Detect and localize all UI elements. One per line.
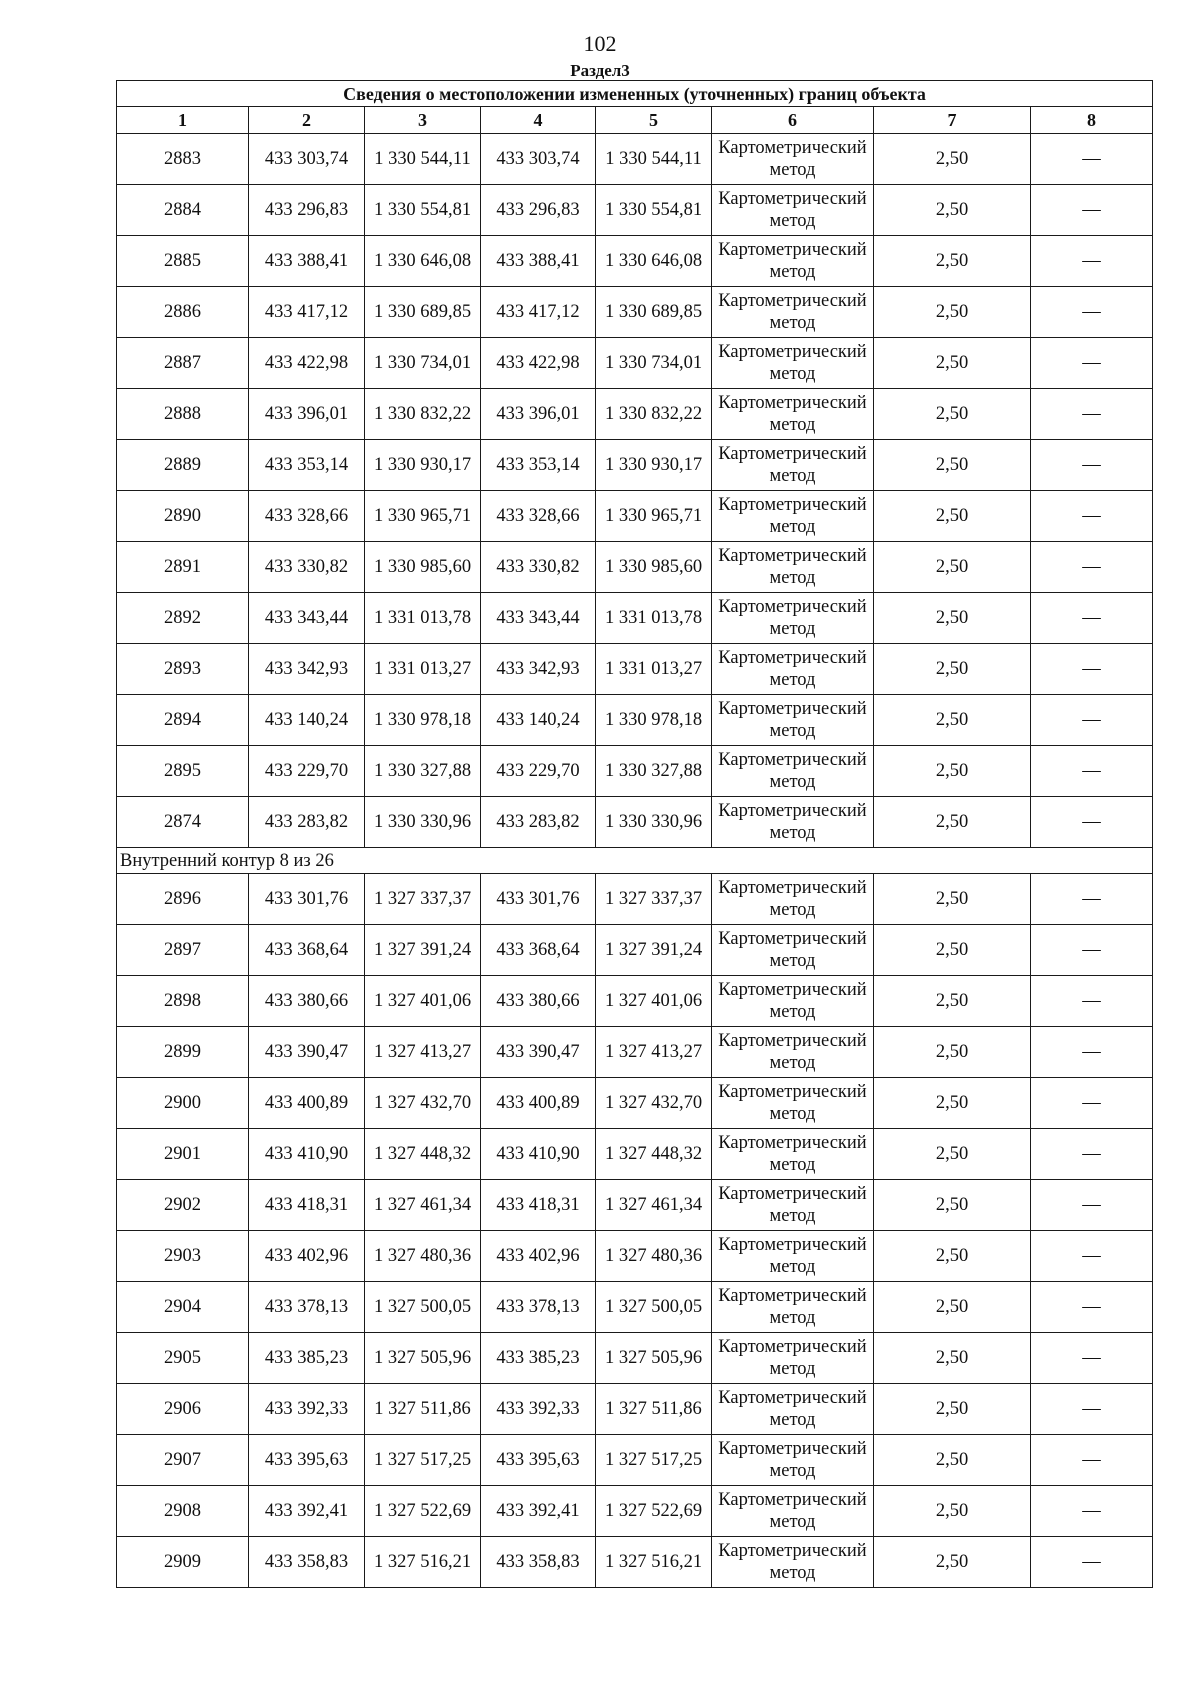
method-cell: Картометрический метод (712, 287, 874, 338)
x-coordinate-cell: 433 303,74 (481, 134, 596, 185)
y-coordinate-cell: 1 327 517,25 (365, 1435, 481, 1486)
x-coordinate-cell: 433 392,41 (249, 1486, 365, 1537)
accuracy-cell: 2,50 (874, 593, 1031, 644)
y-coordinate-cell: 1 327 516,21 (596, 1537, 712, 1588)
column-header: 1 (117, 107, 249, 134)
description-cell: — (1031, 746, 1153, 797)
accuracy-cell: 2,50 (874, 287, 1031, 338)
x-coordinate-cell: 433 417,12 (481, 287, 596, 338)
description-cell: — (1031, 925, 1153, 976)
description-cell: — (1031, 797, 1153, 848)
point-number-cell: 2874 (117, 797, 249, 848)
accuracy-cell: 2,50 (874, 874, 1031, 925)
y-coordinate-cell: 1 327 461,34 (596, 1180, 712, 1231)
table-row (117, 644, 1153, 695)
x-coordinate-cell: 433 402,96 (481, 1231, 596, 1282)
method-cell: Картометрический метод (712, 746, 874, 797)
description-cell: — (1031, 1384, 1153, 1435)
method-cell: Картометрический метод (712, 1180, 874, 1231)
table-row (117, 1231, 1153, 1282)
x-coordinate-cell: 433 388,41 (481, 236, 596, 287)
accuracy-cell: 2,50 (874, 1435, 1031, 1486)
table-row (117, 185, 1153, 236)
y-coordinate-cell: 1 330 554,81 (596, 185, 712, 236)
accuracy-cell: 2,50 (874, 185, 1031, 236)
accuracy-cell: 2,50 (874, 797, 1031, 848)
table-row (117, 874, 1153, 925)
method-cell: Картометрический метод (712, 593, 874, 644)
accuracy-cell: 2,50 (874, 236, 1031, 287)
description-cell: — (1031, 695, 1153, 746)
y-coordinate-cell: 1 327 516,21 (365, 1537, 481, 1588)
point-number-cell: 2884 (117, 185, 249, 236)
method-cell: Картометрический метод (712, 440, 874, 491)
method-cell: Картометрический метод (712, 1282, 874, 1333)
y-coordinate-cell: 1 327 432,70 (596, 1078, 712, 1129)
table-row (117, 236, 1153, 287)
point-number-cell: 2888 (117, 389, 249, 440)
point-number-cell: 2896 (117, 874, 249, 925)
point-number-cell: 2902 (117, 1180, 249, 1231)
point-number-cell: 2889 (117, 440, 249, 491)
description-cell: — (1031, 236, 1153, 287)
point-number-cell: 2909 (117, 1537, 249, 1588)
y-coordinate-cell: 1 330 327,88 (596, 746, 712, 797)
y-coordinate-cell: 1 330 646,08 (596, 236, 712, 287)
description-cell: — (1031, 1231, 1153, 1282)
accuracy-cell: 2,50 (874, 644, 1031, 695)
y-coordinate-cell: 1 330 689,85 (365, 287, 481, 338)
x-coordinate-cell: 433 390,47 (249, 1027, 365, 1078)
description-cell: — (1031, 874, 1153, 925)
y-coordinate-cell: 1 330 734,01 (596, 338, 712, 389)
method-cell: Картометрический метод (712, 1435, 874, 1486)
x-coordinate-cell: 433 396,01 (481, 389, 596, 440)
y-coordinate-cell: 1 330 930,17 (596, 440, 712, 491)
table-row (117, 338, 1153, 389)
y-coordinate-cell: 1 330 330,96 (596, 797, 712, 848)
method-cell: Картометрический метод (712, 976, 874, 1027)
table-row (117, 440, 1153, 491)
y-coordinate-cell: 1 327 480,36 (596, 1231, 712, 1282)
point-number-cell: 2892 (117, 593, 249, 644)
contour-label-row (117, 848, 1153, 874)
y-coordinate-cell: 1 331 013,78 (596, 593, 712, 644)
accuracy-cell: 2,50 (874, 542, 1031, 593)
y-coordinate-cell: 1 331 013,27 (365, 644, 481, 695)
accuracy-cell: 2,50 (874, 1384, 1031, 1435)
table-row (117, 1078, 1153, 1129)
accuracy-cell: 2,50 (874, 1027, 1031, 1078)
point-number-cell: 2903 (117, 1231, 249, 1282)
y-coordinate-cell: 1 330 965,71 (596, 491, 712, 542)
point-number-cell: 2886 (117, 287, 249, 338)
x-coordinate-cell: 433 390,47 (481, 1027, 596, 1078)
description-cell: — (1031, 134, 1153, 185)
column-header-row (117, 107, 1153, 134)
column-header: 2 (249, 107, 365, 134)
column-header: 6 (712, 107, 874, 134)
x-coordinate-cell: 433 410,90 (249, 1129, 365, 1180)
coordinates-table (116, 80, 1153, 1588)
y-coordinate-cell: 1 327 480,36 (365, 1231, 481, 1282)
y-coordinate-cell: 1 330 832,22 (596, 389, 712, 440)
description-cell: — (1031, 593, 1153, 644)
accuracy-cell: 2,50 (874, 1231, 1031, 1282)
point-number-cell: 2887 (117, 338, 249, 389)
method-cell: Картометрический метод (712, 1027, 874, 1078)
point-number-cell: 2901 (117, 1129, 249, 1180)
method-cell: Картометрический метод (712, 874, 874, 925)
column-header: 4 (481, 107, 596, 134)
x-coordinate-cell: 433 400,89 (481, 1078, 596, 1129)
table-row (117, 542, 1153, 593)
description-cell: — (1031, 389, 1153, 440)
method-cell: Картометрический метод (712, 1129, 874, 1180)
y-coordinate-cell: 1 330 930,17 (365, 440, 481, 491)
point-number-cell: 2897 (117, 925, 249, 976)
y-coordinate-cell: 1 327 505,96 (596, 1333, 712, 1384)
table-row (117, 1435, 1153, 1486)
table-row (117, 1180, 1153, 1231)
table-title: Сведения о местоположении измененных (уточненных) границ объекта (117, 81, 1153, 107)
contour-label: Внутренний контур 8 из 26 (117, 848, 1153, 874)
table-row (117, 976, 1153, 1027)
column-header: 7 (874, 107, 1031, 134)
section-label: Раздел3 (570, 61, 630, 80)
point-number-cell: 2905 (117, 1333, 249, 1384)
y-coordinate-cell: 1 330 978,18 (365, 695, 481, 746)
point-number-cell: 2883 (117, 134, 249, 185)
x-coordinate-cell: 433 358,83 (249, 1537, 365, 1588)
y-coordinate-cell: 1 331 013,78 (365, 593, 481, 644)
y-coordinate-cell: 1 327 337,37 (596, 874, 712, 925)
x-coordinate-cell: 433 330,82 (481, 542, 596, 593)
y-coordinate-cell: 1 327 500,05 (596, 1282, 712, 1333)
table-row (117, 134, 1153, 185)
method-cell: Картометрический метод (712, 491, 874, 542)
accuracy-cell: 2,50 (874, 1078, 1031, 1129)
x-coordinate-cell: 433 283,82 (481, 797, 596, 848)
x-coordinate-cell: 433 330,82 (249, 542, 365, 593)
y-coordinate-cell: 1 327 511,86 (596, 1384, 712, 1435)
method-cell: Картометрический метод (712, 1537, 874, 1588)
y-coordinate-cell: 1 327 401,06 (596, 976, 712, 1027)
x-coordinate-cell: 433 140,24 (249, 695, 365, 746)
method-cell: Картометрический метод (712, 185, 874, 236)
x-coordinate-cell: 433 301,76 (249, 874, 365, 925)
x-coordinate-cell: 433 343,44 (481, 593, 596, 644)
description-cell: — (1031, 287, 1153, 338)
x-coordinate-cell: 433 392,41 (481, 1486, 596, 1537)
method-cell: Картометрический метод (712, 1384, 874, 1435)
accuracy-cell: 2,50 (874, 1333, 1031, 1384)
description-cell: — (1031, 1435, 1153, 1486)
y-coordinate-cell: 1 327 461,34 (365, 1180, 481, 1231)
y-coordinate-cell: 1 327 517,25 (596, 1435, 712, 1486)
description-cell: — (1031, 440, 1153, 491)
method-cell: Картометрический метод (712, 1231, 874, 1282)
accuracy-cell: 2,50 (874, 1180, 1031, 1231)
method-cell: Картометрический метод (712, 1333, 874, 1384)
y-coordinate-cell: 1 327 448,32 (365, 1129, 481, 1180)
column-header: 8 (1031, 107, 1153, 134)
accuracy-cell: 2,50 (874, 1486, 1031, 1537)
y-coordinate-cell: 1 330 978,18 (596, 695, 712, 746)
x-coordinate-cell: 433 392,33 (481, 1384, 596, 1435)
description-cell: — (1031, 185, 1153, 236)
description-cell: — (1031, 1333, 1153, 1384)
x-coordinate-cell: 433 368,64 (481, 925, 596, 976)
y-coordinate-cell: 1 330 330,96 (365, 797, 481, 848)
x-coordinate-cell: 433 395,63 (249, 1435, 365, 1486)
accuracy-cell: 2,50 (874, 389, 1031, 440)
x-coordinate-cell: 433 418,31 (249, 1180, 365, 1231)
x-coordinate-cell: 433 283,82 (249, 797, 365, 848)
x-coordinate-cell: 433 328,66 (249, 491, 365, 542)
table-row (117, 695, 1153, 746)
table-row (117, 1486, 1153, 1537)
y-coordinate-cell: 1 330 544,11 (365, 134, 481, 185)
point-number-cell: 2893 (117, 644, 249, 695)
description-cell: — (1031, 644, 1153, 695)
x-coordinate-cell: 433 380,66 (249, 976, 365, 1027)
accuracy-cell: 2,50 (874, 491, 1031, 542)
method-cell: Картометрический метод (712, 1078, 874, 1129)
table-title-row (117, 81, 1153, 107)
x-coordinate-cell: 433 296,83 (481, 185, 596, 236)
accuracy-cell: 2,50 (874, 440, 1031, 491)
table-row (117, 1129, 1153, 1180)
method-cell: Картометрический метод (712, 797, 874, 848)
method-cell: Картометрический метод (712, 236, 874, 287)
method-cell: Картометрический метод (712, 542, 874, 593)
point-number-cell: 2898 (117, 976, 249, 1027)
x-coordinate-cell: 433 417,12 (249, 287, 365, 338)
y-coordinate-cell: 1 327 505,96 (365, 1333, 481, 1384)
accuracy-cell: 2,50 (874, 1282, 1031, 1333)
x-coordinate-cell: 433 229,70 (249, 746, 365, 797)
x-coordinate-cell: 433 140,24 (481, 695, 596, 746)
x-coordinate-cell: 433 342,93 (249, 644, 365, 695)
accuracy-cell: 2,50 (874, 1537, 1031, 1588)
x-coordinate-cell: 433 380,66 (481, 976, 596, 1027)
x-coordinate-cell: 433 422,98 (249, 338, 365, 389)
table-row (117, 746, 1153, 797)
column-header: 3 (365, 107, 481, 134)
point-number-cell: 2891 (117, 542, 249, 593)
x-coordinate-cell: 433 388,41 (249, 236, 365, 287)
x-coordinate-cell: 433 396,01 (249, 389, 365, 440)
x-coordinate-cell: 433 343,44 (249, 593, 365, 644)
description-cell: — (1031, 542, 1153, 593)
x-coordinate-cell: 433 342,93 (481, 644, 596, 695)
x-coordinate-cell: 433 402,96 (249, 1231, 365, 1282)
x-coordinate-cell: 433 296,83 (249, 185, 365, 236)
description-cell: — (1031, 1282, 1153, 1333)
y-coordinate-cell: 1 330 689,85 (596, 287, 712, 338)
accuracy-cell: 2,50 (874, 976, 1031, 1027)
y-coordinate-cell: 1 330 985,60 (365, 542, 481, 593)
y-coordinate-cell: 1 327 337,37 (365, 874, 481, 925)
x-coordinate-cell: 433 229,70 (481, 746, 596, 797)
table-row (117, 389, 1153, 440)
point-number-cell: 2894 (117, 695, 249, 746)
x-coordinate-cell: 433 385,23 (249, 1333, 365, 1384)
description-cell: — (1031, 1129, 1153, 1180)
point-number-cell: 2895 (117, 746, 249, 797)
accuracy-cell: 2,50 (874, 746, 1031, 797)
y-coordinate-cell: 1 327 511,86 (365, 1384, 481, 1435)
point-number-cell: 2904 (117, 1282, 249, 1333)
y-coordinate-cell: 1 327 401,06 (365, 976, 481, 1027)
table-row (117, 1027, 1153, 1078)
x-coordinate-cell: 433 418,31 (481, 1180, 596, 1231)
table-row (117, 491, 1153, 542)
x-coordinate-cell: 433 368,64 (249, 925, 365, 976)
column-header: 5 (596, 107, 712, 134)
table-row (117, 593, 1153, 644)
description-cell: — (1031, 1537, 1153, 1588)
y-coordinate-cell: 1 330 544,11 (596, 134, 712, 185)
x-coordinate-cell: 433 400,89 (249, 1078, 365, 1129)
x-coordinate-cell: 433 353,14 (249, 440, 365, 491)
y-coordinate-cell: 1 327 413,27 (365, 1027, 481, 1078)
page-number: 102 (583, 31, 617, 56)
x-coordinate-cell: 433 395,63 (481, 1435, 596, 1486)
table-row (117, 287, 1153, 338)
point-number-cell: 2890 (117, 491, 249, 542)
point-number-cell: 2908 (117, 1486, 249, 1537)
y-coordinate-cell: 1 327 413,27 (596, 1027, 712, 1078)
y-coordinate-cell: 1 327 522,69 (596, 1486, 712, 1537)
y-coordinate-cell: 1 330 832,22 (365, 389, 481, 440)
method-cell: Картометрический метод (712, 1486, 874, 1537)
y-coordinate-cell: 1 327 522,69 (365, 1486, 481, 1537)
point-number-cell: 2900 (117, 1078, 249, 1129)
x-coordinate-cell: 433 303,74 (249, 134, 365, 185)
x-coordinate-cell: 433 328,66 (481, 491, 596, 542)
accuracy-cell: 2,50 (874, 695, 1031, 746)
y-coordinate-cell: 1 330 965,71 (365, 491, 481, 542)
x-coordinate-cell: 433 410,90 (481, 1129, 596, 1180)
x-coordinate-cell: 433 385,23 (481, 1333, 596, 1384)
accuracy-cell: 2,50 (874, 1129, 1031, 1180)
table-row (117, 1384, 1153, 1435)
point-number-cell: 2899 (117, 1027, 249, 1078)
description-cell: — (1031, 491, 1153, 542)
table-row (117, 797, 1153, 848)
table-row (117, 1282, 1153, 1333)
y-coordinate-cell: 1 327 500,05 (365, 1282, 481, 1333)
table-row (117, 1333, 1153, 1384)
description-cell: — (1031, 976, 1153, 1027)
y-coordinate-cell: 1 327 391,24 (596, 925, 712, 976)
y-coordinate-cell: 1 327 391,24 (365, 925, 481, 976)
point-number-cell: 2906 (117, 1384, 249, 1435)
x-coordinate-cell: 433 358,83 (481, 1537, 596, 1588)
method-cell: Картометрический метод (712, 134, 874, 185)
method-cell: Картометрический метод (712, 925, 874, 976)
method-cell: Картометрический метод (712, 389, 874, 440)
x-coordinate-cell: 433 301,76 (481, 874, 596, 925)
point-number-cell: 2885 (117, 236, 249, 287)
description-cell: — (1031, 338, 1153, 389)
point-number-cell: 2907 (117, 1435, 249, 1486)
accuracy-cell: 2,50 (874, 338, 1031, 389)
y-coordinate-cell: 1 327 432,70 (365, 1078, 481, 1129)
y-coordinate-cell: 1 330 327,88 (365, 746, 481, 797)
method-cell: Картометрический метод (712, 695, 874, 746)
x-coordinate-cell: 433 378,13 (481, 1282, 596, 1333)
method-cell: Картометрический метод (712, 644, 874, 695)
description-cell: — (1031, 1486, 1153, 1537)
table-row (117, 925, 1153, 976)
y-coordinate-cell: 1 330 646,08 (365, 236, 481, 287)
x-coordinate-cell: 433 392,33 (249, 1384, 365, 1435)
table-row (117, 1537, 1153, 1588)
description-cell: — (1031, 1027, 1153, 1078)
method-cell: Картометрический метод (712, 338, 874, 389)
description-cell: — (1031, 1078, 1153, 1129)
y-coordinate-cell: 1 330 985,60 (596, 542, 712, 593)
x-coordinate-cell: 433 378,13 (249, 1282, 365, 1333)
accuracy-cell: 2,50 (874, 925, 1031, 976)
description-cell: — (1031, 1180, 1153, 1231)
x-coordinate-cell: 433 353,14 (481, 440, 596, 491)
accuracy-cell: 2,50 (874, 134, 1031, 185)
y-coordinate-cell: 1 331 013,27 (596, 644, 712, 695)
y-coordinate-cell: 1 327 448,32 (596, 1129, 712, 1180)
x-coordinate-cell: 433 422,98 (481, 338, 596, 389)
y-coordinate-cell: 1 330 734,01 (365, 338, 481, 389)
y-coordinate-cell: 1 330 554,81 (365, 185, 481, 236)
